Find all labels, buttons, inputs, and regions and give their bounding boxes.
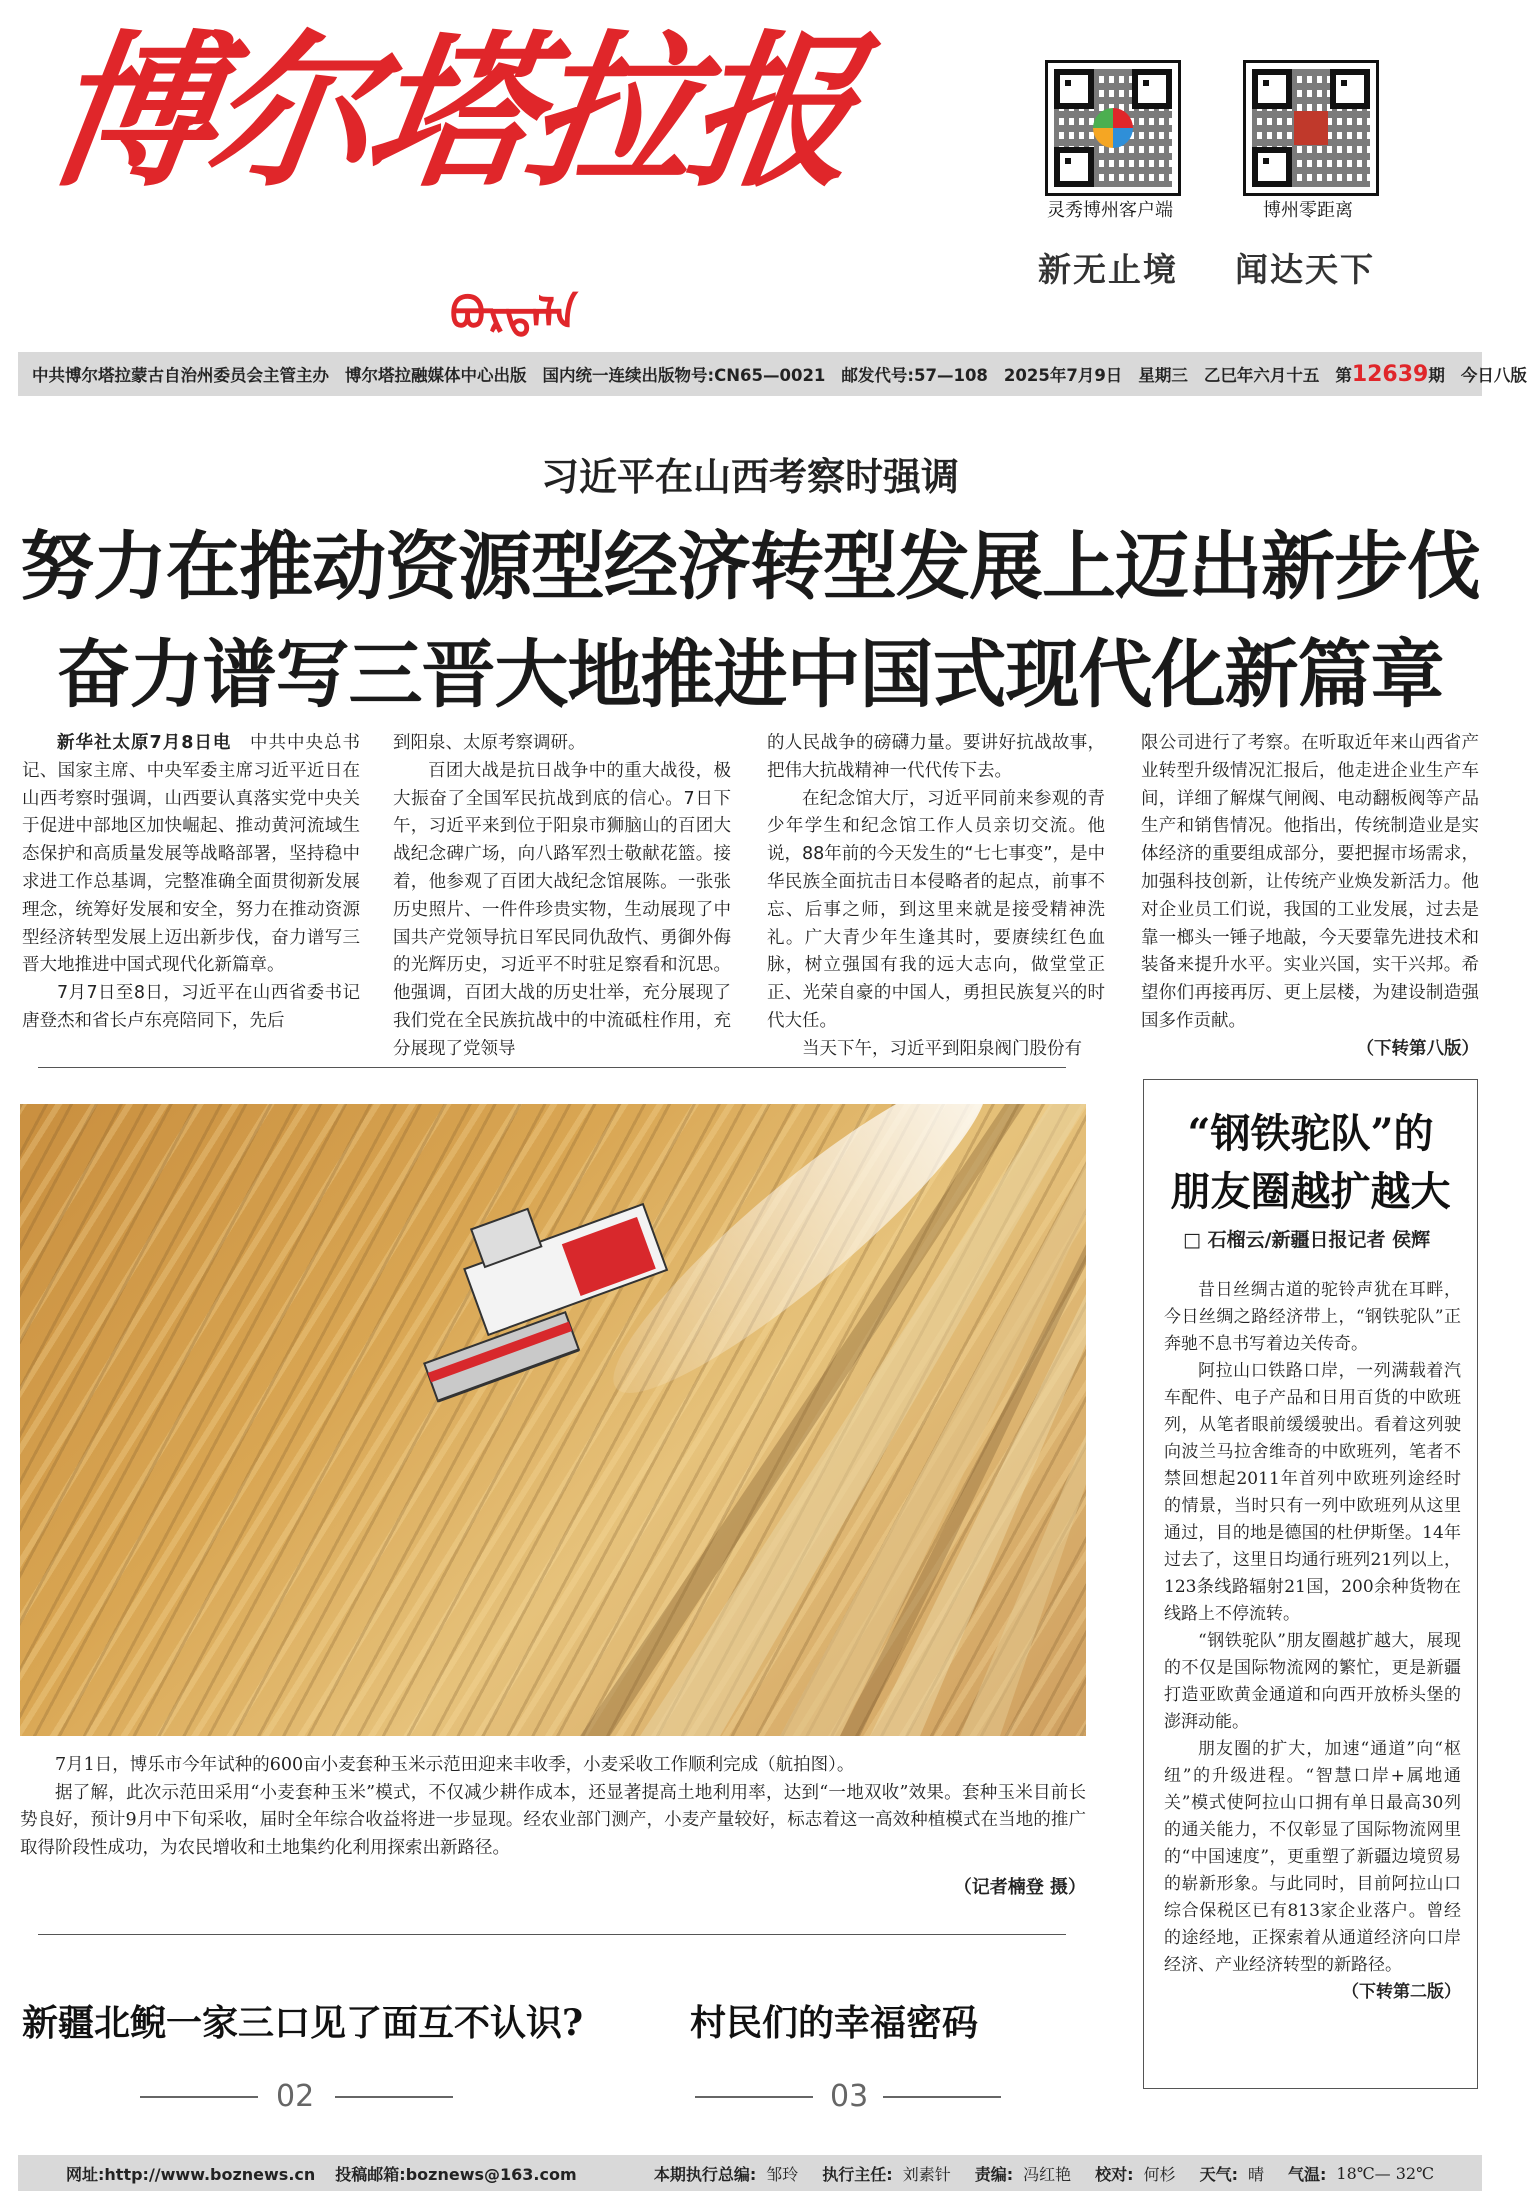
email-link[interactable]: 投稿邮箱:boznews@163.com	[335, 2164, 577, 2184]
lunar-date: 乙巳年六月十五	[1203, 366, 1320, 385]
website-link[interactable]: 网址:http://www.boznews.cn	[66, 2164, 316, 2184]
paragraph: 到阳泉、太原考察调研。	[393, 733, 586, 753]
divider	[38, 1934, 1066, 1935]
qr-label-wechat: 博州零距离	[1263, 200, 1353, 221]
teaser-headline-2[interactable]: 村民们的幸福密码	[690, 2002, 979, 2044]
weather: 晴	[1247, 2164, 1264, 2184]
issue-number	[1335, 362, 1445, 387]
teaser-page-2[interactable]: 03	[830, 2079, 869, 2114]
caption-paragraph: 据了解，此次示范田采用“小麦套种玉米”模式，不仅减少耕作成本，还显著提高土地利用率，达到“一地双收”效果。套种玉米目前长势良好，预计9月中下旬采收，届时全年综合收益将进一步显现。经农业部门测产，小麦产量较好，标志着这一高效种植模式在当地的推广取得阶段性成功，为农民增收和土地集约化利用探索出新路径。	[20, 1782, 1086, 1858]
qr-label-client-app: 灵秀博州客户端	[1047, 200, 1173, 221]
teaser-headline-1[interactable]: 新疆北鲵一家三口见了面互不认识?	[22, 2002, 584, 2044]
paragraph: “钢铁驼队”朋友圈越扩越大，展现的不仅是国际物流网的繁忙，更是新疆打造亚欧黄金通道和向西开放桥头堡的澎湃动能。	[1164, 1631, 1461, 1732]
footer-bar	[18, 2155, 1482, 2191]
issue-suffix: 期	[1428, 365, 1445, 385]
divider	[38, 1067, 1066, 1068]
paragraph: 中共中央总书记、国家主席、中央军委主席习近平近日在山西考察时强调，山西要认真落实党中央关于促进中部地区加快崛起、推动黄河流域生态保护和高质量发展等战略部署，坚持稳中求进工作总基调，完整准确全面贯彻新发展理念，统筹好发展和安全，努力在推动资源型经济转型发展上迈出新步伐，奋力谱写三晋大地推进中国式现代化新篇章。	[22, 733, 361, 976]
divider	[140, 2096, 258, 2098]
qr-code-wechat[interactable]	[1243, 60, 1379, 196]
harvest-photo[interactable]	[20, 1104, 1086, 1736]
paragraph: 7月7日至8日，习近平在山西省委书记唐登杰和省长卢东亮陪同下，先后	[22, 983, 360, 1031]
caption-paragraph: 7月1日，博乐市今年试种的600亩小麦套种玉米示范田迎来丰收季，小麦采收工作顺利完成（航拍图）。	[55, 1755, 855, 1775]
wechat-logo-icon	[1294, 111, 1328, 145]
issue-date: 2025年7月9日	[1003, 366, 1123, 385]
paragraph: 朋友圈的扩大，加速“通道”向“枢纽”的升级进程。“智慧口岸+属地通关”模式使阿拉山口拥有单日最高30列的通关能力，不仅彰显了国际物流网里的“中国速度”，更重塑了新疆边境贸易的崭新形象。与此同时，目前阿拉山口综合保税区已有813家企业落户。曾经的途经地，正探索着从通道经济向口岸经济、产业经济转型的新路径。	[1164, 1739, 1461, 1975]
page-count: 今日八版	[1460, 366, 1527, 385]
weekday: 星期三	[1138, 366, 1188, 385]
publication-info-bar	[18, 352, 1527, 396]
divider	[695, 2096, 813, 2098]
slogan-left: 新无止境	[1038, 250, 1178, 289]
director: 刘素针	[902, 2164, 951, 2184]
temperature-label: 气温:	[1287, 2164, 1327, 2184]
paragraph: 百团大战是抗日战争中的重大战役，极大振奋了全国军民抗战到底的信心。7日下午，习近平来到位于阳泉市狮脑山的百团大战纪念碑广场，向八路军烈士敬献花篮。接着，他参观了百团大战纪念馆展陈。一张张历史照片、一件件珍贵实物，生动展现了中国共产党领导抗日军民同仇敌忾、勇御外侮的光辉历史，习近平不时驻足察看和沉思。他强调，百团大战的历史壮举，充分展现了我们党在全民族抗战中的中流砥柱作用，充分展现了党领导	[393, 760, 731, 1059]
director-label: 执行主任:	[822, 2164, 893, 2184]
publisher: 中共博尔塔拉蒙古自治州委员会主管主办	[32, 366, 329, 385]
paragraph: 限公司进行了考察。在听取近年来山西省产业转型升级情况汇报后，他走进企业生产车间，详细了解煤气闸阀、电动翻板阀等产品生产和销售情况。他指出，传统制造业是实体经济的重要组成部分，要把握市场需求，加强科技创新，让传统产业焕发新活力。他对企业员工们说，我国的工业发展，过去是靠一榔头一锤子地敲，今天要靠先进技术和装备来提升水平。实业兴国，实干兴邦。希望你们再接再厉、更上层楼，为建设制造强国多作贡献。	[1141, 733, 1479, 1031]
lead-headline-line-1[interactable]: 努力在推动资源型经济转型发展上迈出新步伐	[20, 524, 1480, 610]
chief-editor-label: 本期执行总编:	[653, 2164, 757, 2184]
editor: 冯红艳	[1023, 2164, 1072, 2184]
issuer: 博尔塔拉融媒体中心出版	[345, 366, 527, 385]
slogan-right: 闻达天下	[1235, 250, 1375, 289]
teaser-page-1[interactable]: 02	[276, 2079, 315, 2114]
masthead	[36, 15, 950, 340]
postal-code: 邮发代号:57—108	[841, 366, 988, 385]
weather-label: 天气:	[1199, 2164, 1238, 2184]
app-logo-icon	[1093, 108, 1133, 148]
mongolian-script-title: ᠪᠣᠷᠲᠠᠯᠠ	[450, 289, 578, 340]
photo-credit: （记者楠登 摄）	[953, 1877, 1086, 1898]
lead-article-column-1	[22, 730, 360, 1036]
temperature: 18℃— 32℃	[1336, 2163, 1434, 2183]
paragraph: 在纪念馆大厅，习近平同前来参观的青少年学生和纪念馆工作人员亲切交流。他说，88年前的今天发生的“七七事变”，是中华民族全面抗击日本侵略者的起点，前事不忘、后事之师，到这里来就是接受精神洗礼。广大青少年生逢其时，要赓续红色血脉，树立强国有我的远大志向，做堂堂正正、光荣自豪的中国人，勇担民族复兴的时代大任。	[767, 788, 1105, 1031]
paragraph: 的人民战争的磅礴力量。要讲好抗战故事，把伟大抗战精神一代代传下去。	[767, 733, 1105, 781]
lead-headline-line-2[interactable]: 奋力谱写三晋大地推进中国式现代化新篇章	[56, 632, 1444, 718]
chief-editor: 邹玲	[766, 2164, 799, 2184]
harvest-scene-illustration	[20, 1104, 1086, 1736]
qr-code-client-app[interactable]	[1045, 60, 1181, 196]
issue-prefix: 第	[1335, 365, 1352, 385]
lead-kicker: 习近平在山西考察时强调	[540, 454, 959, 499]
divider	[335, 2096, 453, 2098]
continued-note[interactable]: （下转第二版）	[1342, 1982, 1461, 2002]
paragraph: 昔日丝绸古道的驼铃声犹在耳畔，今日丝绸之路经济带上，“钢铁驼队”正奔驰不息书写着边关传奇。	[1164, 1280, 1461, 1354]
lead-article-column-4	[1141, 730, 1479, 1064]
proofreader: 何杉	[1143, 2164, 1176, 2184]
photo-caption	[20, 1752, 1086, 1902]
sidebar-byline: □ 石榴云/新疆日报记者 侯辉	[1183, 1229, 1431, 1251]
issue-number-value: 12639	[1351, 361, 1429, 387]
continued-note[interactable]: （下转第八版）	[1356, 1038, 1479, 1059]
divider	[883, 2096, 1001, 2098]
lead-article-column-2	[393, 730, 731, 1064]
dateline: 新华社太原7月8日电	[57, 733, 232, 753]
paragraph: 阿拉山口铁路口岸，一列满载着汽车配件、电子产品和日用百货的中欧班列，从笔者眼前缓缓驶出。看着这列驶向波兰马拉舍维奇的中欧班列，笔者不禁回想起2011年首列中欧班列途经时的情景，当时只有一列中欧班列从这里通过，目的地是德国的杜伊斯堡。14年过去了，这里日均通行班列21列以上，123条线路辐射21国，200余种货物在线路上不停流转。	[1164, 1361, 1461, 1624]
cn-number: 国内统一连续出版物号:CN65—0021	[542, 366, 826, 385]
lead-article-column-3	[767, 730, 1105, 1064]
editor-label: 责编:	[974, 2164, 1014, 2184]
paragraph: 当天下午，习近平到阳泉阀门股份有	[802, 1038, 1082, 1059]
sidebar-title-line-1[interactable]: “钢铁驼队”的	[1187, 1110, 1434, 1157]
sidebar-body	[1164, 1277, 1461, 2006]
sidebar-title-line-2[interactable]: 朋友圈越扩越大	[1170, 1168, 1451, 1215]
newspaper-title: 博尔塔拉报	[36, 15, 864, 210]
proofreader-label: 校对:	[1095, 2164, 1134, 2184]
